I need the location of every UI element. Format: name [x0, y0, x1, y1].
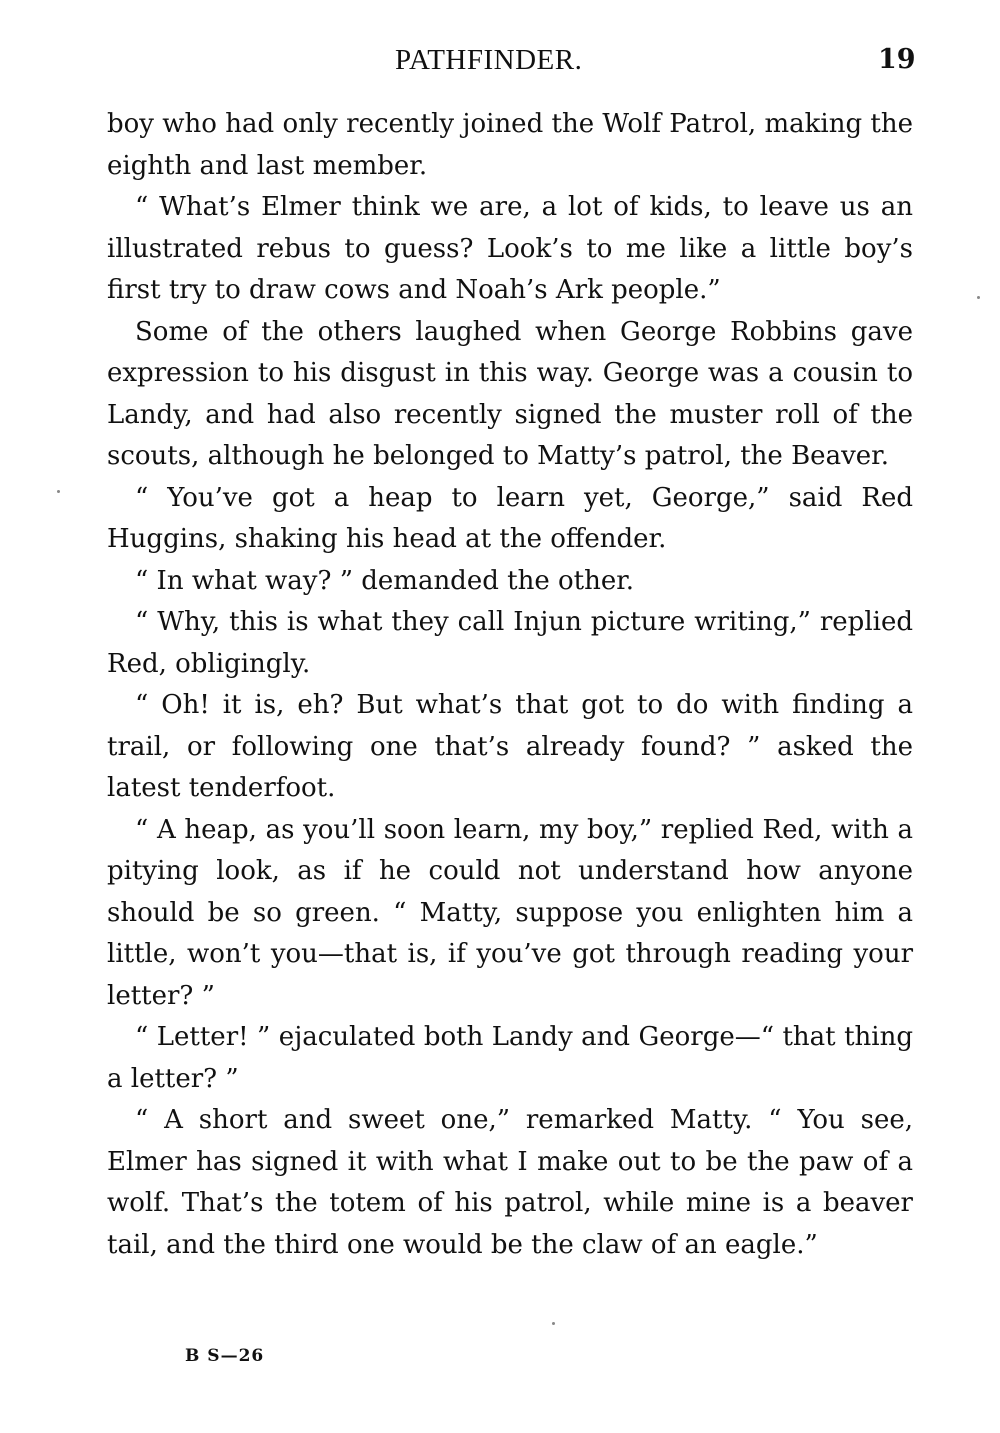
paragraph-10: “ A short and sweet one,” remarked Matty. “ You see, Elmer has signed it with what I make out to be the paw of a wolf. That’s the totem of his patrol, while mine is a beaver tail, and the third one would be the claw of an eagle.”: [107, 1105, 913, 1260]
scan-speck: [57, 490, 60, 493]
page-number: 19: [878, 44, 916, 75]
body-text: [107, 104, 913, 1266]
running-header-title: PATHFINDER.: [395, 44, 583, 76]
paragraph-2: “ What’s Elmer think we are, a lot of kids, to leave us an illustrated rebus to guess? Look’s to me like a little boy’s first try to draw cows and Noah’s Ark people.”: [107, 192, 913, 305]
paragraph-6: “ Why, this is what they call Injun picture writing,” replied Red, obligingly.: [107, 607, 913, 679]
paragraph-4: “ You’ve got a heap to learn yet, George,” said Red Huggins, shaking his head at the offender.: [107, 482, 913, 554]
scan-speck: [552, 1322, 555, 1325]
paragraph-5: “ In what way? ” demanded the other.: [135, 565, 635, 596]
paragraph-7: “ Oh! it is, eh? But what’s that got to do with finding a trail, or following one that’s already found? ” asked the latest tenderfoot.: [107, 690, 913, 803]
paragraph-9: “ Letter! ” ejaculated both Landy and George—“ that thing a letter? ”: [107, 1022, 913, 1094]
scan-speck: [977, 296, 980, 299]
printer-signature-mark: B S—26: [185, 1346, 265, 1366]
paragraph-1: boy who had only recently joined the Wolf Patrol, making the eighth and last member.: [107, 109, 913, 181]
paragraph-3: Some of the others laughed when George Robbins gave expression to his disgust in this way. George was a cousin to Landy, and had also recently signed the muster roll of the scouts, although he belonged to Matty’s patrol, the Beaver.: [107, 316, 913, 471]
paragraph-8: “ A heap, as you’ll soon learn, my boy,” replied Red, with a pitying look, as if he could not understand how anyone should be so green. “ Matty, suppose you enlighten him a little, won’t you—that is, if you’ve got through reading your letter? ”: [107, 814, 913, 1011]
